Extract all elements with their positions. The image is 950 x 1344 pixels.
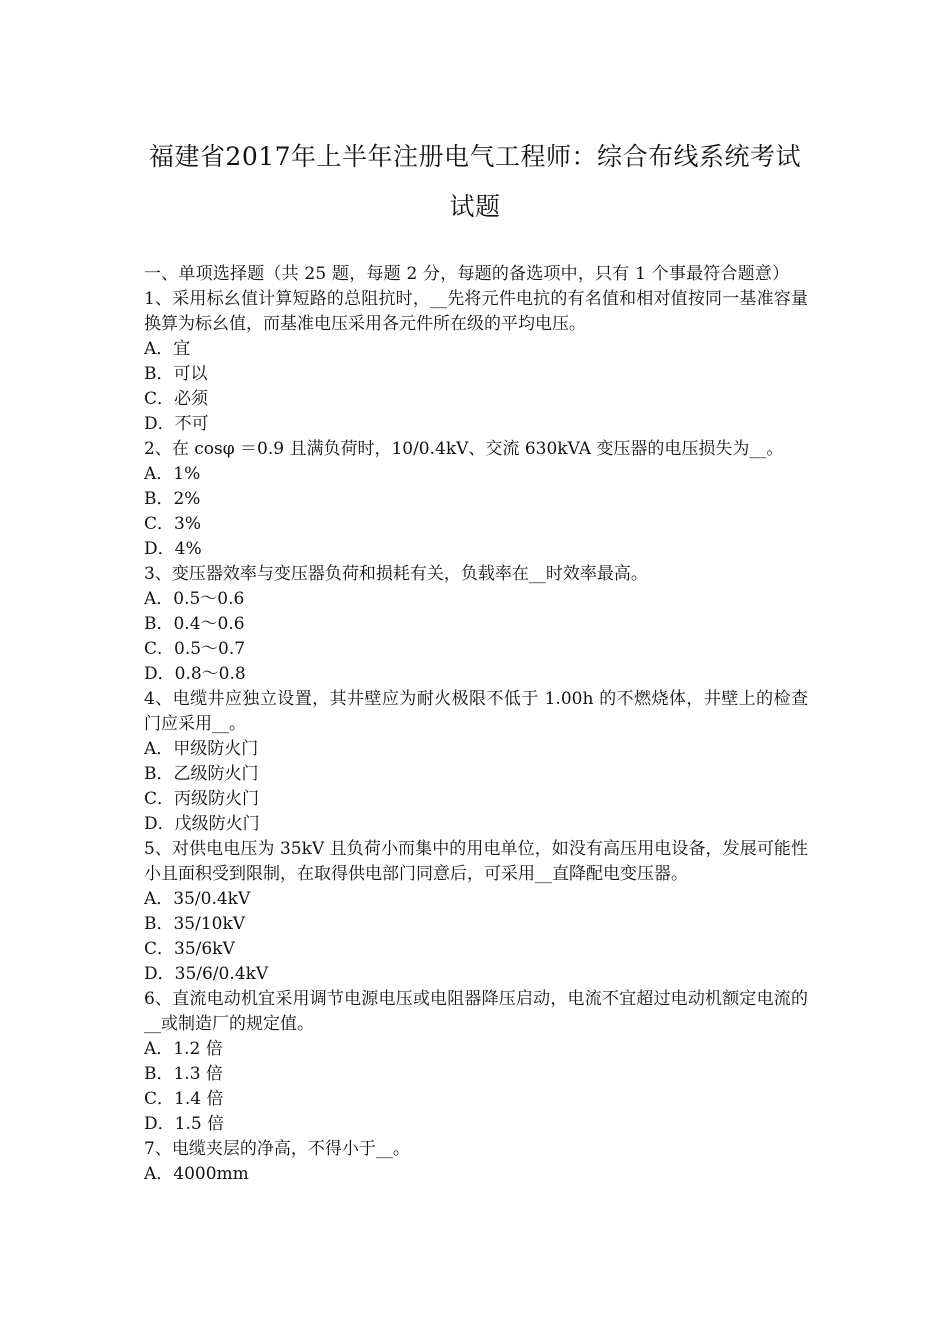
question-6 bbox=[144, 987, 808, 1137]
option-a: A．宜 bbox=[144, 339, 191, 359]
option-c: C．3% bbox=[144, 514, 201, 534]
option-b: B．可以 bbox=[144, 364, 208, 384]
option-d: D．1.5 倍 bbox=[144, 1114, 225, 1134]
option-a: A．4000mm bbox=[144, 1164, 249, 1184]
option-a: A．甲级防火门 bbox=[144, 739, 259, 759]
option-c: C．丙级防火门 bbox=[144, 789, 260, 809]
section-heading: 一、单项选择题（共 25 题，每题 2 分，每题的备选项中，只有 1 个事最符合题意） bbox=[144, 264, 790, 284]
question-7 bbox=[144, 1137, 808, 1187]
document-title bbox=[130, 132, 820, 232]
document-body bbox=[144, 262, 808, 1187]
question-stem: 6、直流电动机宜采用调节电源电压或电阻器降压启动，电流不宜超过电动机额定电流的__或制造厂的规定值。 bbox=[144, 989, 808, 1034]
question-stem: 2、在 cosφ ＝0.9 且满负荷时，10/0.4kV、交流 630kVA 变压器的电压损失为__。 bbox=[144, 439, 784, 459]
question-stem: 4、电缆井应独立设置，其井壁应为耐火极限不低于 1.00h 的不燃烧体，井壁上的检查门应采用__。 bbox=[144, 689, 808, 734]
option-b: B．乙级防火门 bbox=[144, 764, 259, 784]
option-a: A．35/0.4kV bbox=[144, 889, 251, 909]
option-c: C．0.5～0.7 bbox=[144, 639, 246, 659]
title-line-2: 试题 bbox=[449, 192, 501, 221]
question-stem: 5、对供电电压为 35kV 且负荷小而集中的用电单位，如没有高压用电设备，发展可能性小且面积受到限制，在取得供电部门同意后，可采用__直降配电变压器。 bbox=[144, 839, 808, 884]
option-d: D．不可 bbox=[144, 414, 209, 434]
question-4 bbox=[144, 687, 808, 837]
option-a: A．1% bbox=[144, 464, 201, 484]
option-d: D．4% bbox=[144, 539, 202, 559]
option-a: A．1.2 倍 bbox=[144, 1039, 223, 1059]
option-b: B．1.3 倍 bbox=[144, 1064, 223, 1084]
question-stem: 1、采用标幺值计算短路的总阻抗时，__先将元件电抗的有名值和相对值按同一基准容量换算为标幺值，而基准电压采用各元件所在级的平均电压。 bbox=[144, 289, 808, 334]
question-stem: 7、电缆夹层的净高，不得小于__。 bbox=[144, 1139, 410, 1159]
option-d: D．0.8～0.8 bbox=[144, 664, 246, 684]
question-1 bbox=[144, 287, 808, 437]
option-c: C．1.4 倍 bbox=[144, 1089, 224, 1109]
option-a: A．0.5～0.6 bbox=[144, 589, 245, 609]
question-2 bbox=[144, 437, 808, 562]
option-b: B．2% bbox=[144, 489, 201, 509]
option-c: C．35/6kV bbox=[144, 939, 235, 959]
option-c: C．必须 bbox=[144, 389, 209, 409]
question-stem: 3、变压器效率与变压器负荷和损耗有关，负载率在__时效率最高。 bbox=[144, 564, 648, 584]
option-b: B．35/10kV bbox=[144, 914, 246, 934]
option-d: D．35/6/0.4kV bbox=[144, 964, 269, 984]
question-5 bbox=[144, 837, 808, 987]
title-line-1: 福建省2017年上半年注册电气工程师：综合布线系统考试 bbox=[148, 142, 802, 171]
option-d: D．戊级防火门 bbox=[144, 814, 260, 834]
question-3 bbox=[144, 562, 808, 687]
option-b: B．0.4～0.6 bbox=[144, 614, 245, 634]
